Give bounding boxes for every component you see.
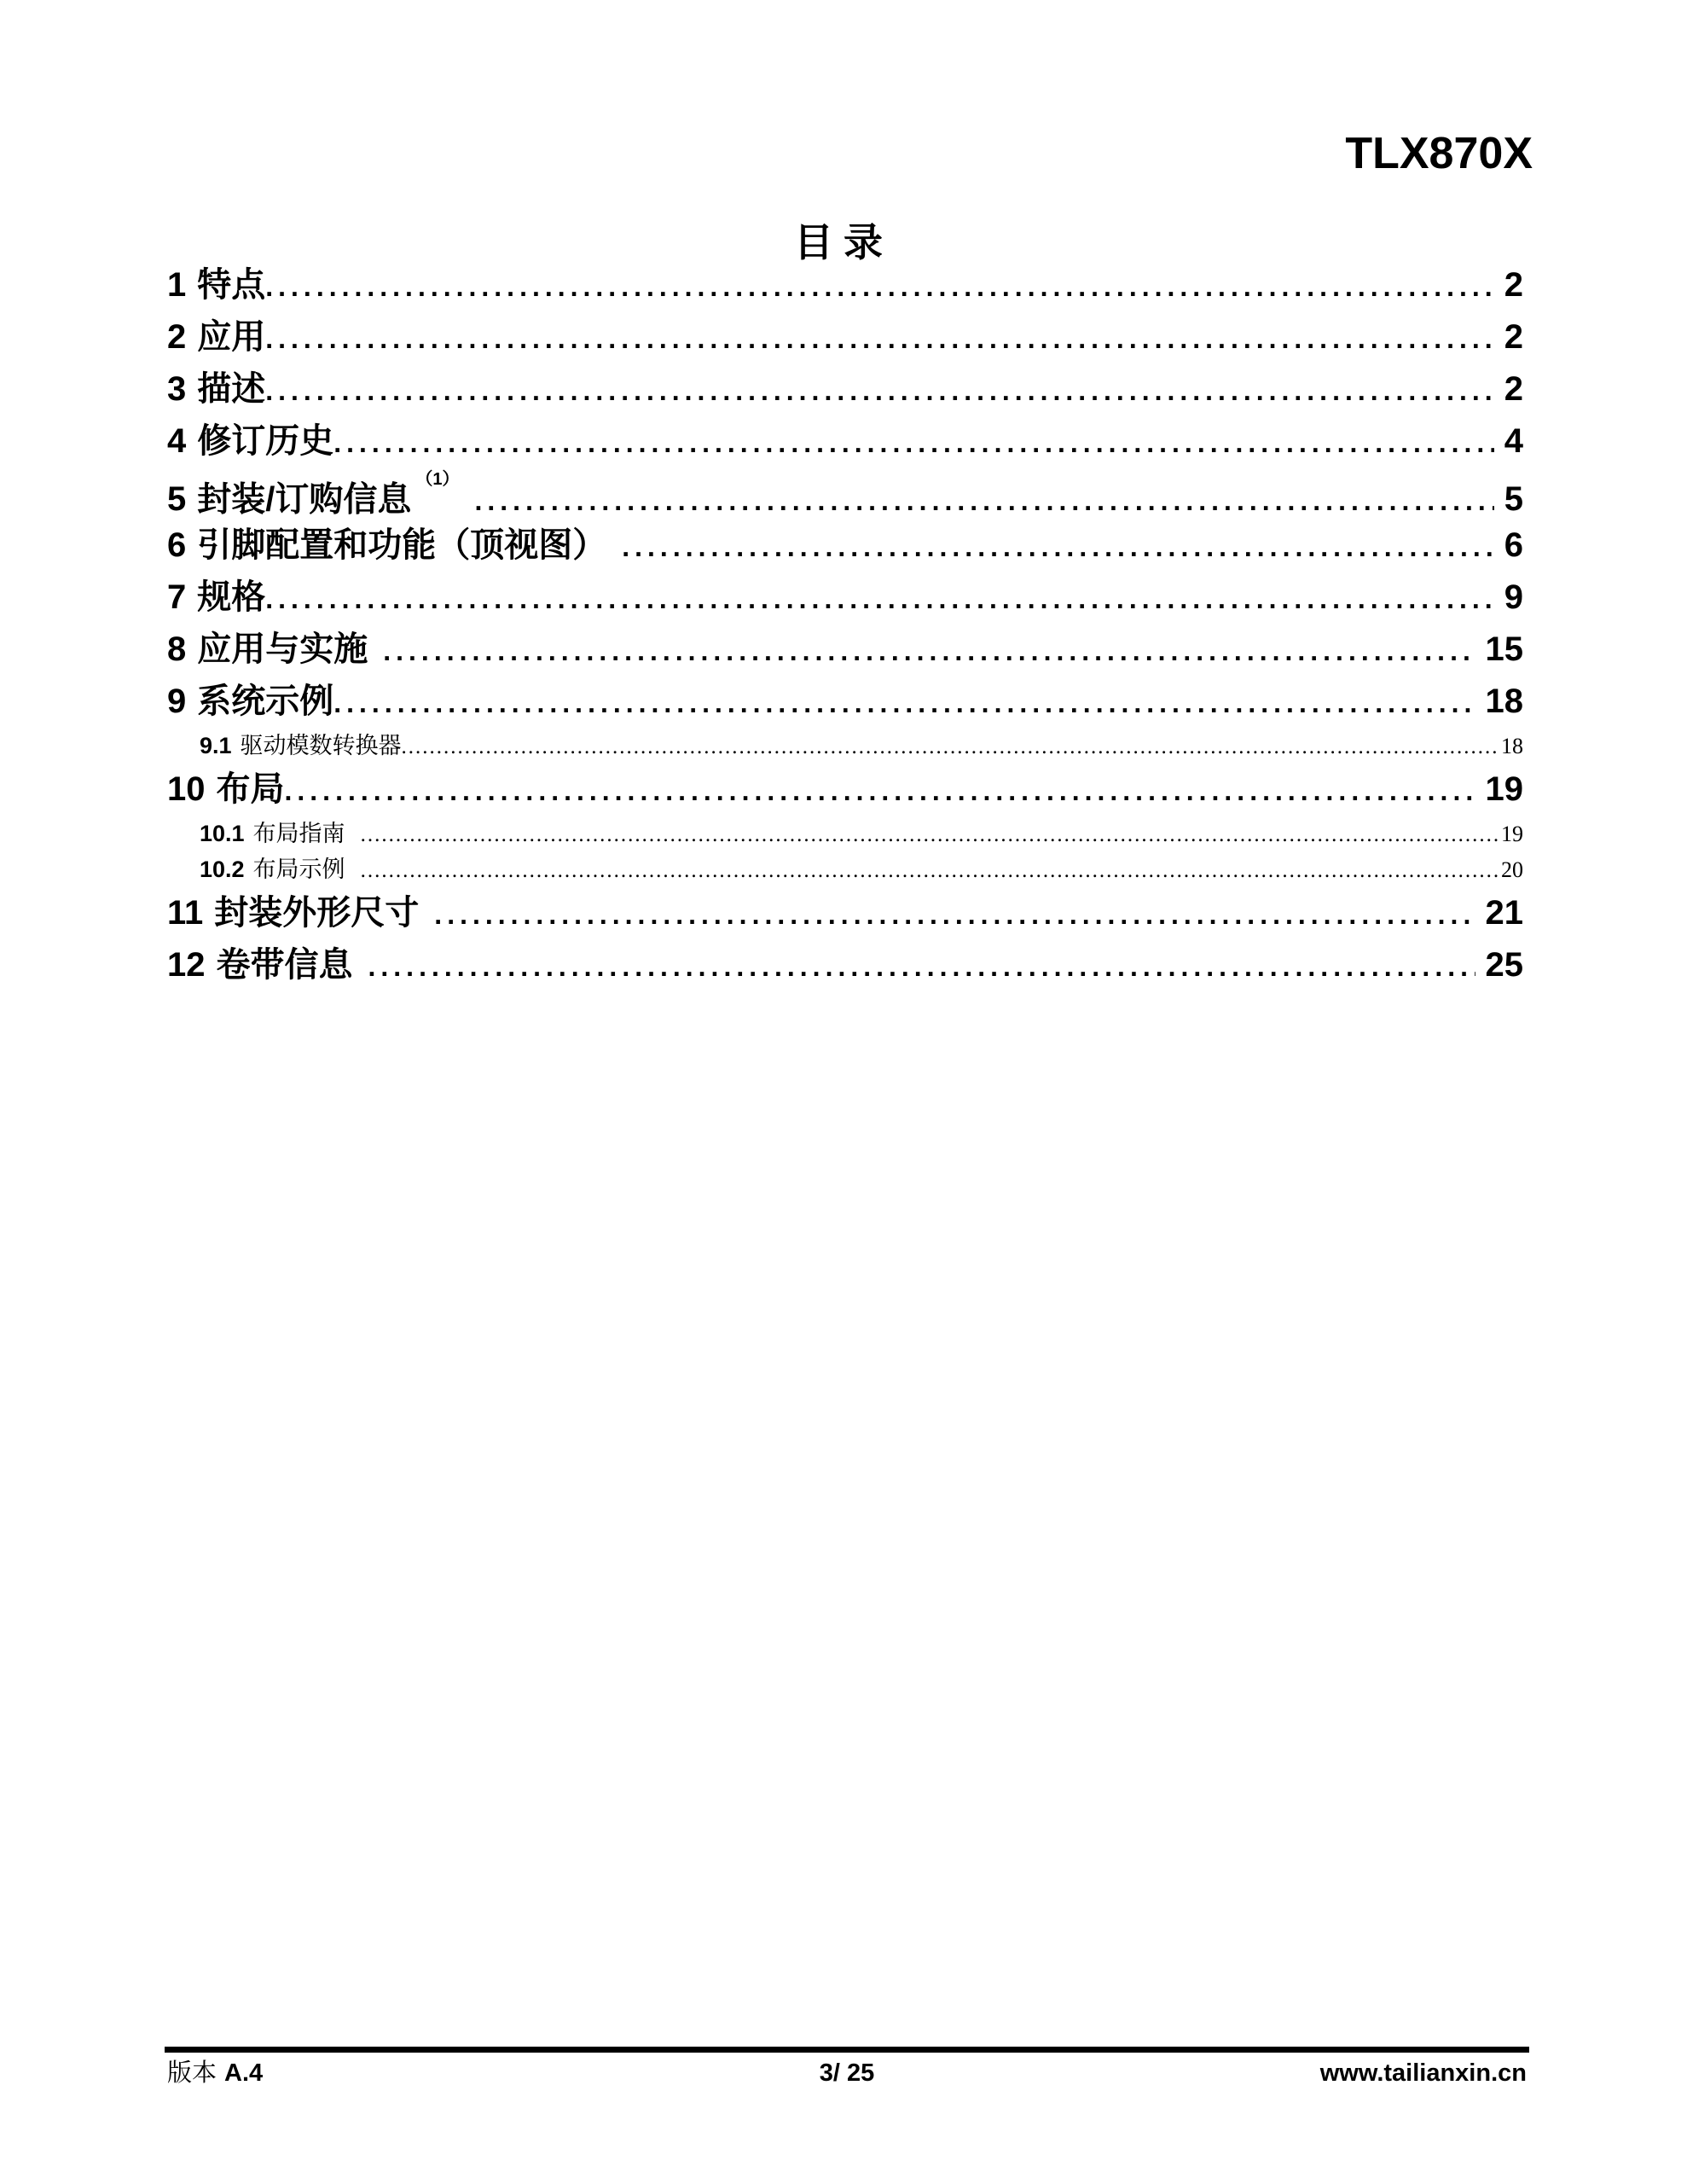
dot-leader	[383, 636, 1475, 667]
dot-leader	[361, 823, 1499, 847]
entry-number: 4	[167, 422, 187, 460]
entry-page: 18	[1501, 734, 1523, 758]
entry-label: 应用与实施	[197, 630, 368, 668]
entry-label: 应用	[197, 318, 266, 356]
entry-page: 6	[1504, 526, 1523, 564]
toc-entry-10[interactable]	[167, 764, 1523, 816]
entry-number: 10.1	[200, 821, 245, 846]
entry-page: 2	[1504, 318, 1523, 356]
toc-entry-2[interactable]	[167, 311, 1523, 363]
entry-label: 卷带信息	[216, 946, 353, 984]
toc-entry-4[interactable]	[167, 415, 1523, 468]
entry-page: 19	[1485, 770, 1523, 808]
toc-entry-7[interactable]	[167, 572, 1523, 624]
entry-page: 19	[1501, 822, 1523, 846]
entry-number: 9.1	[200, 733, 232, 758]
page-footer	[167, 2056, 1527, 2090]
dot-leader	[333, 427, 1494, 459]
entry-label: 驱动模数转换器	[240, 733, 402, 758]
entry-page: 4	[1504, 422, 1523, 460]
dot-leader	[333, 688, 1475, 719]
toc-entry-3[interactable]	[167, 363, 1523, 415]
footer-version	[167, 2056, 620, 2090]
entry-page: 21	[1485, 894, 1523, 932]
entry-number: 12	[167, 946, 206, 984]
entry-page: 2	[1504, 370, 1523, 408]
entry-label: 布局示例	[252, 857, 345, 882]
entry-number: 7	[167, 578, 187, 616]
entry-page: 18	[1485, 682, 1523, 720]
toc-title: 目录	[794, 221, 893, 264]
footer-rule	[165, 2047, 1529, 2053]
entry-label: 规格	[197, 578, 266, 616]
entry-label: 封装外形尺寸	[214, 894, 420, 932]
entry-page: 2	[1504, 266, 1523, 304]
toc-entry-9[interactable]	[167, 676, 1523, 728]
toc-entry-5[interactable]	[167, 468, 1523, 520]
dot-leader	[265, 271, 1494, 303]
toc-entry-9-1[interactable]	[167, 728, 1523, 764]
entry-page: 9	[1504, 578, 1523, 616]
dot-leader	[361, 859, 1499, 883]
entry-label: 描述	[197, 370, 266, 408]
entry-page: 25	[1485, 946, 1523, 984]
entry-number: 3	[167, 370, 187, 408]
doc-code: TLX870X	[1345, 129, 1533, 178]
entry-page: 5	[1504, 480, 1523, 519]
entry-label: 封装/订购信息	[197, 480, 412, 519]
toc-entry-6[interactable]	[167, 520, 1523, 572]
version-value: A.4	[224, 2059, 264, 2087]
entry-label: 特点	[197, 266, 266, 304]
toc-entry-10-2[interactable]	[167, 851, 1523, 887]
entry-label: 布局	[216, 770, 285, 808]
dot-leader	[434, 899, 1475, 931]
entry-number: 10	[167, 770, 206, 808]
entry-label: 引脚配置和功能（顶视图）	[197, 526, 607, 564]
entry-number: 11	[167, 894, 204, 932]
dot-leader	[368, 951, 1475, 983]
entry-number: 5	[167, 480, 187, 519]
dot-leader	[622, 531, 1494, 563]
entry-footnote-marker: （1）	[415, 470, 460, 489]
dot-leader	[265, 584, 1494, 615]
entry-label: 系统示例	[197, 682, 334, 720]
footer-website-link[interactable]: www.tailianxin.cn	[1319, 2059, 1527, 2087]
toc-entry-11[interactable]	[167, 887, 1523, 939]
version-label: 版本	[167, 2059, 217, 2087]
dot-leader	[265, 323, 1494, 355]
entry-number: 6	[167, 526, 187, 564]
entry-label: 修订历史	[197, 422, 334, 460]
entry-page: 15	[1485, 630, 1523, 668]
entry-number: 1	[167, 266, 187, 304]
entry-number: 10.2	[200, 857, 245, 882]
dot-leader	[475, 485, 1494, 517]
footer-page-indicator: 3/ 25	[819, 2059, 875, 2087]
entry-page: 20	[1501, 857, 1523, 882]
dot-leader	[285, 775, 1475, 807]
table-of-contents	[167, 259, 1523, 991]
entry-number: 9	[167, 682, 187, 720]
toc-entry-10-1[interactable]	[167, 816, 1523, 851]
entry-number: 8	[167, 630, 187, 668]
toc-entry-12[interactable]	[167, 939, 1523, 991]
entry-label: 布局指南	[252, 821, 345, 846]
entry-number: 2	[167, 318, 187, 356]
dot-leader	[265, 375, 1494, 407]
toc-entry-8[interactable]	[167, 624, 1523, 676]
dot-leader	[402, 735, 1499, 759]
toc-entry-1[interactable]	[167, 259, 1523, 311]
